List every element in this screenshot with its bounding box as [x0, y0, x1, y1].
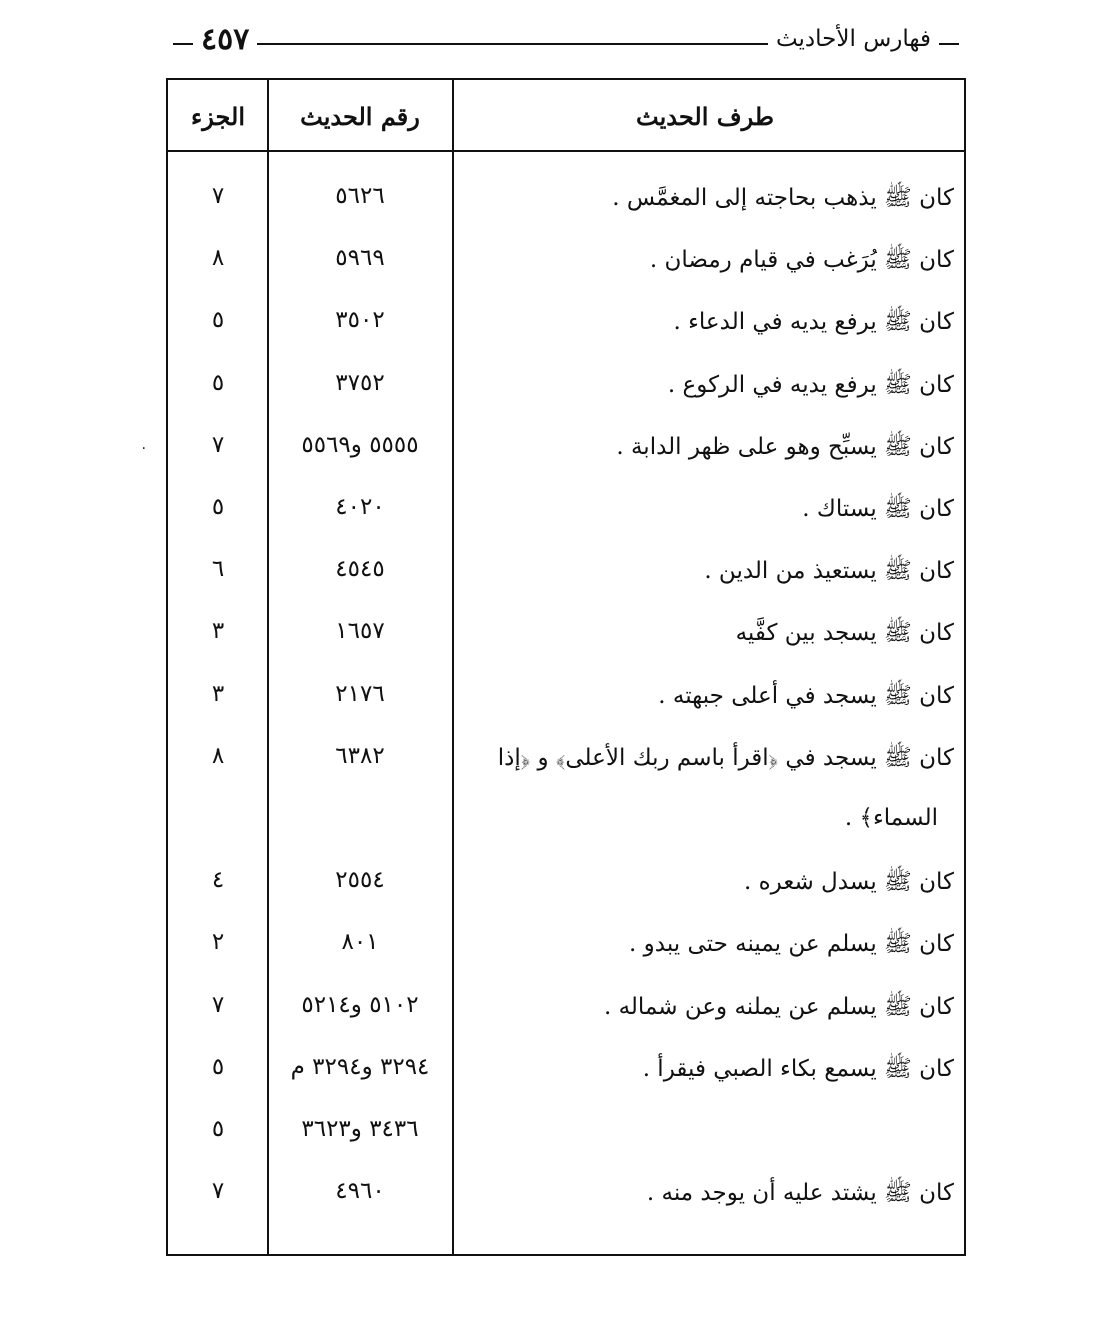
header-title: فهارس الأحاديث: [768, 26, 939, 52]
hadith-number: ٤٥٤٥: [335, 556, 385, 583]
table-row: [168, 917, 964, 979]
table-row: [168, 171, 964, 233]
table-row: [168, 482, 964, 544]
volume-number: ٨: [211, 742, 225, 769]
table-row: [168, 855, 964, 917]
volume-number: ٥: [211, 307, 225, 334]
hadith-text: كان ﷺ يذهب بحاجته إلى المغمَّس .: [612, 185, 954, 211]
volume-number: ٥: [211, 1116, 225, 1142]
hadith-number: ٥٦٢٦: [335, 183, 385, 209]
hadith-text: كان ﷺ يسبِّح وهو على ظهر الدابة .: [616, 433, 954, 460]
table-row: [168, 793, 964, 855]
hadith-text: كان ﷺ يسجد بين كفَّيه: [735, 620, 954, 647]
hadith-text: كان ﷺ يسلم عن يمينه حتى يبدو .: [629, 931, 954, 958]
table-row: [168, 980, 964, 1042]
hadith-number: ٣٧٥٢: [335, 369, 385, 396]
volume-number: ٥: [211, 494, 225, 520]
table-row: [168, 358, 964, 420]
table-row: [168, 1042, 964, 1104]
hadith-number: ٢١٧٦: [335, 680, 385, 707]
volume-number: ٥: [211, 1053, 225, 1080]
volume-number: ٧: [211, 1178, 225, 1205]
hadith-text: السماء﴾ .: [844, 805, 938, 831]
volume-number: ٧: [211, 183, 225, 209]
stray-mark: ٠: [140, 440, 148, 456]
volume-number: ٦: [211, 556, 225, 583]
hadith-text: كان ﷺ يُرَغب في قيام رمضان .: [649, 247, 954, 274]
header-volume: الجزء: [191, 102, 245, 131]
header-divider: [168, 150, 964, 152]
hadith-number: ٢٥٥٤: [335, 867, 385, 894]
hadith-number: ٤٩٦٠: [335, 1178, 385, 1205]
table-row: [168, 1104, 964, 1166]
hadith-text: كان ﷺ يستاك .: [802, 496, 954, 522]
header-hadith: طرف الحديث: [636, 102, 774, 131]
hadith-index-table: [166, 78, 966, 1256]
hadith-text: كان ﷺ يرفع يديه في الدعاء .: [673, 309, 954, 336]
hadith-text: كان ﷺ يشتد عليه أن يوجد منه .: [646, 1180, 954, 1207]
hadith-number: ٦٣٨٢: [335, 742, 385, 769]
volume-number: ٣: [211, 680, 225, 707]
hadith-number: ٥٥٥٥ و٥٥٦٩: [301, 431, 419, 458]
hadith-text: كان ﷺ يسجد في أعلى جبهته .: [658, 682, 954, 709]
hadith-number: ٣٤٣٦ و٣٦٢٣: [301, 1116, 419, 1142]
volume-number: ٢: [211, 929, 225, 956]
hadith-text: كان ﷺ يسلم عن يملنه وعن شماله .: [603, 993, 954, 1020]
page-number: ٤٥٧: [193, 22, 257, 57]
volume-number: ٥: [211, 369, 225, 396]
hadith-number: ١٦٥٧: [335, 618, 385, 645]
table-row: [168, 233, 964, 295]
table-row: [168, 295, 964, 357]
table-row: [168, 731, 964, 793]
hadith-number: ٥١٠٢ و٥٢١٤: [301, 991, 419, 1018]
hadith-number: ٣٥٠٢: [335, 307, 385, 334]
page-header: [165, 22, 967, 62]
hadith-text: كان ﷺ يسمع بكاء الصبي فيقرأ .: [642, 1055, 954, 1082]
volume-number: ٤: [211, 867, 225, 894]
hadith-number: ٤٠٢٠: [335, 494, 385, 520]
hadith-number: ٣٢٩٤ و٣٢٩٤ م: [290, 1053, 430, 1080]
table-row: [168, 544, 964, 606]
header-number: رقم الحديث: [300, 102, 420, 131]
table-row: [168, 606, 964, 668]
hadith-text: كان ﷺ يستعيذ من الدين .: [704, 558, 954, 585]
volume-number: ٣: [211, 618, 225, 645]
hadith-number: ٥٩٦٩: [335, 245, 385, 272]
volume-number: ٧: [211, 431, 225, 458]
table-row: [168, 420, 964, 482]
table-row: [168, 1166, 964, 1228]
hadith-number: ٨٠١: [341, 929, 379, 956]
table-row: [168, 669, 964, 731]
hadith-text: كان ﷺ يسجد في ﴿اقرأ باسم ربك الأعلى﴾ و ﴿إذا: [497, 744, 954, 771]
hadith-text: كان ﷺ يرفع يديه في الركوع .: [667, 371, 954, 398]
hadith-text: كان ﷺ يسدل شعره .: [744, 869, 954, 896]
volume-number: ٨: [211, 245, 225, 272]
volume-number: ٧: [211, 991, 225, 1018]
